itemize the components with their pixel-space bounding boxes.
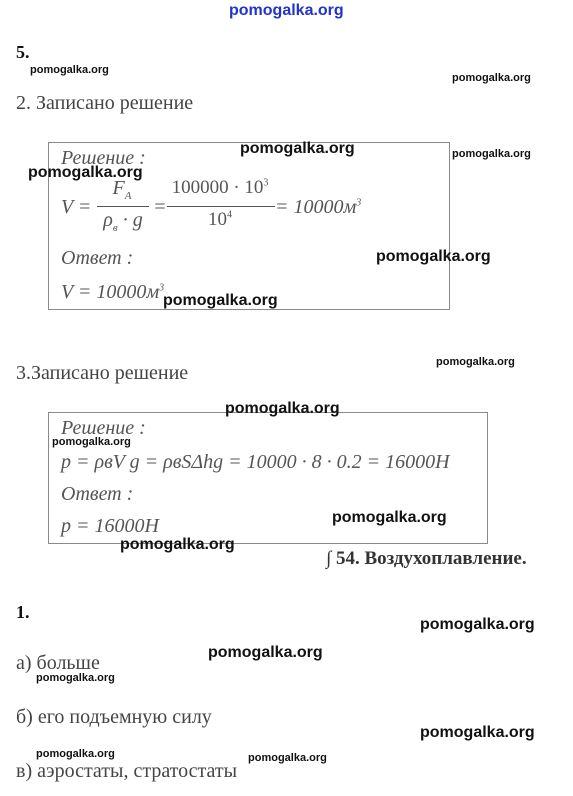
equals-sign: =	[153, 196, 167, 218]
fraction-1-denominator: $\rho_в \cdot g$	[103, 209, 143, 234]
watermark: pomogalka.org	[452, 72, 531, 84]
answer-label: Ответ :	[61, 247, 134, 269]
answer-2: p = 16000H	[61, 515, 159, 537]
formula-pressure: p = ρвV g = ρвSΔhg = 10000 · 8 · 0.2 = 16000H	[61, 451, 450, 473]
watermark: pomogalka.org	[208, 644, 323, 661]
watermark-top: pomogalka.org	[229, 2, 344, 19]
watermark: pomogalka.org	[30, 64, 109, 76]
watermark: pomogalka.org	[36, 672, 115, 684]
fraction-2-bar	[167, 206, 275, 207]
formula-v-lhs: V =	[61, 196, 92, 218]
watermark: pomogalka.org	[332, 509, 447, 526]
watermark: pomogalka.org	[28, 164, 143, 181]
fraction-1-numerator: $F_A$	[112, 177, 132, 202]
fraction-2-denominator: $10^4$	[208, 209, 232, 230]
solution-label: Решение :	[61, 147, 146, 169]
section-title: ∫ 54. Воздухоплавление.	[326, 548, 527, 569]
watermark: pomogalka.org	[452, 148, 531, 160]
task-1-number: 1.	[16, 602, 30, 622]
answer-b: б) его подъемную силу	[16, 706, 212, 728]
item-2-text: 2. Записано решение	[16, 92, 194, 114]
item-3-text: 3.Записано решение	[16, 362, 189, 384]
task-5-number: 5.	[16, 42, 30, 62]
fraction-1-bar	[97, 206, 149, 207]
watermark: pomogalka.org	[120, 536, 235, 553]
watermark: pomogalka.org	[36, 748, 115, 760]
watermark: pomogalka.org	[52, 436, 131, 448]
watermark: pomogalka.org	[420, 616, 535, 633]
answer-a: а) больше	[16, 652, 100, 674]
watermark: pomogalka.org	[225, 400, 340, 417]
watermark: pomogalka.org	[240, 140, 355, 157]
answer-c: в) аэростаты, стратостаты	[16, 760, 238, 782]
answer-label: Ответ :	[61, 483, 134, 505]
watermark: pomogalka.org	[376, 248, 491, 265]
fraction-2-numerator: $100000 \cdot 10^3$	[171, 177, 269, 198]
watermark: pomogalka.org	[436, 356, 515, 368]
result-1: = $10000м^3$	[275, 196, 362, 218]
watermark: pomogalka.org	[248, 752, 327, 764]
watermark: pomogalka.org	[420, 724, 535, 741]
watermark: pomogalka.org	[163, 292, 278, 309]
solution-label: Решение :	[61, 417, 146, 439]
answer-1: $V = 10000м^3$	[61, 281, 165, 303]
